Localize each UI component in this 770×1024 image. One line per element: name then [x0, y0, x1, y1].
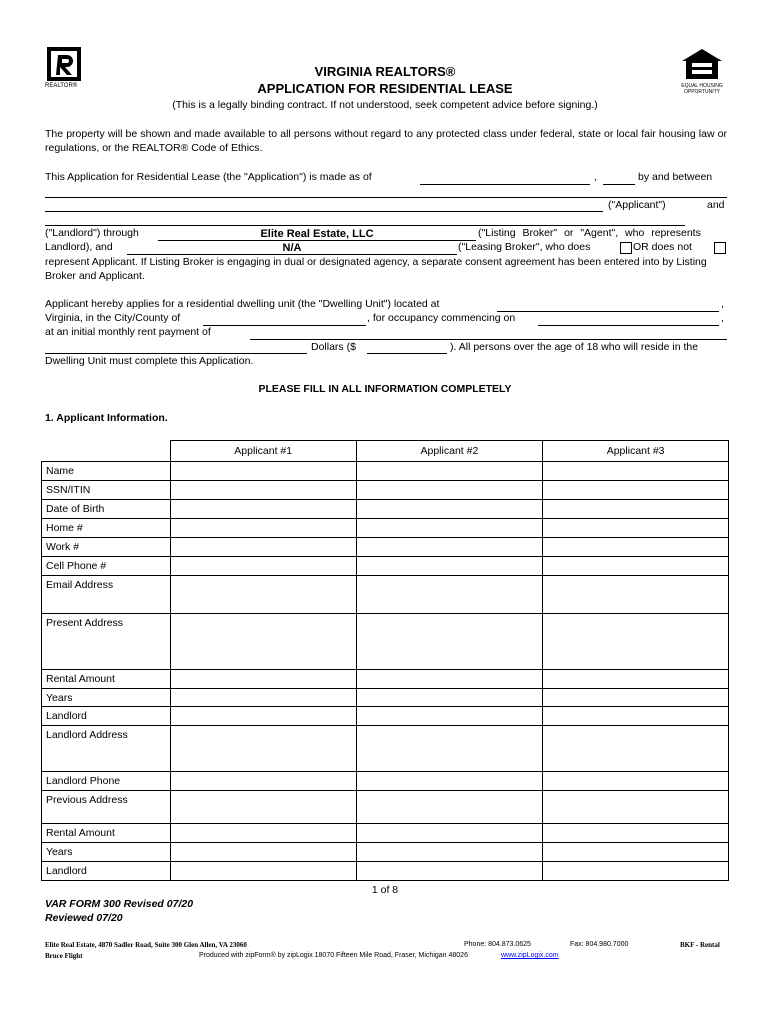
applicant-2-cell[interactable]: [356, 557, 543, 576]
made-as-of-label: This Application for Residential Lease (the "Application") is made as of: [45, 171, 372, 183]
table-row: [42, 538, 729, 557]
applicant-2-cell[interactable]: [356, 689, 543, 707]
table-row: [42, 772, 729, 791]
row-label: Landlord: [42, 707, 171, 726]
applicant-3-cell[interactable]: [543, 576, 729, 614]
row-label: Rental Amount: [42, 824, 171, 843]
table-row: [42, 791, 729, 824]
city-county-field[interactable]: [203, 325, 366, 326]
table-row: [42, 707, 729, 726]
date-field[interactable]: [420, 184, 590, 185]
form-title-line1: VIRGINIA REALTORS®: [314, 64, 456, 79]
applicant-2-cell[interactable]: [356, 538, 543, 557]
row-label: Home #: [42, 519, 171, 538]
occupancy-comma: ,: [721, 312, 724, 324]
document-code: BKF - Rental: [680, 941, 720, 949]
or-does-not-label: OR does not: [633, 241, 692, 253]
dollars-label: Dollars ($: [311, 341, 356, 353]
row-label: Landlord Phone: [42, 772, 171, 791]
applicant-2-cell[interactable]: [356, 772, 543, 791]
rent-amount-field[interactable]: [367, 353, 447, 354]
table-row: [42, 462, 729, 481]
applicant-2-cell[interactable]: [356, 824, 543, 843]
fair-housing-statement: The property will be shown and made available to all persons without regard to any protected class under federal, state or local fair housing law or regulations, or the REALTOR® Code of Ethics.: [45, 128, 727, 154]
dwelling-unit-label: Applicant hereby applies for a residential dwelling unit (the "Dwelling Unit") located at: [45, 298, 440, 310]
applicant-1-cell[interactable]: [170, 791, 356, 824]
applicant-3-cell[interactable]: [543, 557, 729, 576]
column-header: Applicant #1: [170, 441, 356, 462]
applicant-2-cell[interactable]: [356, 481, 543, 500]
applicant-1-cell[interactable]: [170, 519, 356, 538]
row-label: Landlord: [42, 862, 171, 881]
table-row: [42, 689, 729, 707]
applicant-1-cell[interactable]: [170, 462, 356, 481]
rent-words-field[interactable]: [250, 339, 727, 340]
table-row: [42, 500, 729, 519]
applicant-2-cell[interactable]: [356, 519, 543, 538]
applicant-3-cell[interactable]: [543, 791, 729, 824]
occupancy-label: , for occupancy commencing on: [367, 312, 516, 324]
applicant-name-field-1[interactable]: [45, 197, 727, 198]
applicant-1-cell[interactable]: [170, 689, 356, 707]
applicant-1-cell[interactable]: [170, 576, 356, 614]
dwelling-address-field[interactable]: [497, 311, 719, 312]
rent-label: at an initial monthly rent payment of: [45, 326, 211, 338]
applicant-2-cell[interactable]: [356, 500, 543, 519]
applicant-info-table: [41, 440, 729, 881]
table-row: [42, 726, 729, 772]
listing-broker-field[interactable]: [158, 240, 476, 241]
row-label: Work #: [42, 538, 171, 557]
row-label: Previous Address: [42, 791, 171, 824]
and-label: and: [707, 199, 725, 211]
row-label: Name: [42, 462, 171, 481]
table-row: [42, 824, 729, 843]
row-label: Rental Amount: [42, 670, 171, 689]
table-row: [42, 862, 729, 881]
applicant-3-cell[interactable]: [543, 772, 729, 791]
applicant-2-cell[interactable]: [356, 726, 543, 772]
table-row: [42, 519, 729, 538]
applicant-2-cell[interactable]: [356, 462, 543, 481]
applicant-1-cell[interactable]: [170, 481, 356, 500]
form-reviewed: Reviewed 07/20: [45, 912, 123, 924]
page-number: 1 of 8: [371, 884, 399, 896]
listing-broker-value[interactable]: Elite Real Estate, LLC: [260, 228, 374, 240]
landlord-and-label: Landlord), and: [45, 241, 113, 253]
row-label: Years: [42, 689, 171, 707]
company-address: Elite Real Estate, 4870 Sadler Road, Suite 300 Glen Allen, VA 23060: [45, 941, 247, 949]
applicant-3-cell[interactable]: [543, 614, 729, 670]
applicant-3-cell[interactable]: [543, 462, 729, 481]
row-label: Landlord Address: [42, 726, 171, 772]
by-and-between-label: by and between: [638, 171, 713, 183]
form-title-line2: APPLICATION FOR RESIDENTIAL LEASE: [257, 81, 513, 96]
applicant-1-cell[interactable]: [170, 862, 356, 881]
table-row: [42, 614, 729, 670]
applicant-2-cell[interactable]: [356, 862, 543, 881]
dwelling-comma: ,: [721, 298, 724, 310]
applicant-1-cell[interactable]: [170, 707, 356, 726]
leasing-broker-value[interactable]: N/A: [282, 242, 302, 254]
applicant-3-cell[interactable]: [543, 824, 729, 843]
row-label: SSN/ITIN: [42, 481, 171, 500]
applicant-2-cell[interactable]: [356, 614, 543, 670]
table-header-row: [42, 441, 729, 462]
applicant-name-field-2[interactable]: [45, 211, 603, 212]
row-label: Cell Phone #: [42, 557, 171, 576]
landlord-through-label: ("Landlord") through: [45, 227, 139, 239]
ziplogix-link[interactable]: www.zipLogix.com: [501, 952, 559, 959]
row-label: Present Address: [42, 614, 171, 670]
applicant-1-cell[interactable]: [170, 843, 356, 862]
header-blank: [42, 441, 171, 462]
table-row: [42, 557, 729, 576]
fill-instructions: PLEASE FILL IN ALL INFORMATION COMPLETELY: [258, 383, 512, 395]
applicant-1-cell[interactable]: [170, 538, 356, 557]
company-phone: Phone: 804.873.0625: [464, 941, 531, 948]
column-header: Applicant #2: [356, 441, 543, 462]
complete-application-label: Dwelling Unit must complete this Application.: [45, 355, 254, 367]
applicant-3-cell[interactable]: [543, 689, 729, 707]
row-label: Email Address: [42, 576, 171, 614]
form-subtitle: (This is a legally binding contract. If not understood, seek competent advice before signing.): [172, 99, 598, 111]
rent-words-field-2[interactable]: [45, 353, 307, 354]
form-id: VAR FORM 300 Revised 07/20: [45, 898, 194, 910]
does-not-represent-checkbox[interactable]: [714, 242, 726, 254]
row-label: Years: [42, 843, 171, 862]
year-field[interactable]: [603, 184, 635, 185]
agent-name: Bruce Flight: [45, 952, 83, 960]
persons-over-18-label: ). All persons over the age of 18 who will reside in the: [450, 341, 699, 353]
row-label: Date of Birth: [42, 500, 171, 519]
equal-housing-text: EQUAL HOUSING OPPORTUNITY: [681, 83, 723, 95]
applicant-3-cell[interactable]: [543, 862, 729, 881]
table-row: [42, 843, 729, 862]
leasing-broker-label: ("Leasing Broker", who does: [458, 241, 591, 253]
applicant-1-cell[interactable]: [170, 726, 356, 772]
applicant-label: ("Applicant"): [608, 199, 666, 211]
applicant-3-cell[interactable]: [543, 670, 729, 689]
applicant-1-cell[interactable]: [170, 557, 356, 576]
realtor-logo-text: REALTOR®: [45, 83, 78, 89]
occupancy-date-field[interactable]: [538, 325, 719, 326]
comma-text: ,: [594, 171, 597, 183]
applicant-1-cell[interactable]: [170, 500, 356, 519]
agency-statement: represent Applicant. If Listing Broker is engaging in dual or designated agency, a separate consent agreement has been entered into by Listing Broker and Applicant.: [45, 256, 707, 282]
applicant-2-cell[interactable]: [356, 670, 543, 689]
applicant-2-cell[interactable]: [356, 791, 543, 824]
virginia-county-label: Virginia, in the City/County of: [45, 312, 181, 324]
applicant-1-cell[interactable]: [170, 772, 356, 791]
table-row: [42, 670, 729, 689]
company-fax: Fax: 804.980.7000: [570, 941, 629, 948]
applicant-3-cell[interactable]: [543, 481, 729, 500]
section-1-heading: 1. Applicant Information.: [45, 412, 168, 424]
applicant-2-cell[interactable]: [356, 707, 543, 726]
table-row: [42, 576, 729, 614]
applicant-1-cell[interactable]: [170, 670, 356, 689]
table-row: [42, 481, 729, 500]
applicant-3-cell[interactable]: [543, 538, 729, 557]
does-represent-checkbox[interactable]: [620, 242, 632, 254]
applicant-2-cell[interactable]: [356, 843, 543, 862]
applicant-3-cell[interactable]: [543, 726, 729, 772]
applicant-3-cell[interactable]: [543, 500, 729, 519]
landlord-name-field[interactable]: [45, 225, 685, 226]
column-header: Applicant #3: [543, 441, 729, 462]
applicant-3-cell[interactable]: [543, 707, 729, 726]
applicant-3-cell[interactable]: [543, 519, 729, 538]
applicant-1-cell[interactable]: [170, 614, 356, 670]
produced-with: Produced with zipForm® by zipLogix 18070 Fifteen Mile Road, Fraser, Michigan 48026: [199, 952, 468, 959]
listing-broker-label: ("Listing Broker" or "Agent", who represents: [478, 227, 701, 239]
applicant-2-cell[interactable]: [356, 576, 543, 614]
applicant-1-cell[interactable]: [170, 824, 356, 843]
applicant-3-cell[interactable]: [543, 843, 729, 862]
